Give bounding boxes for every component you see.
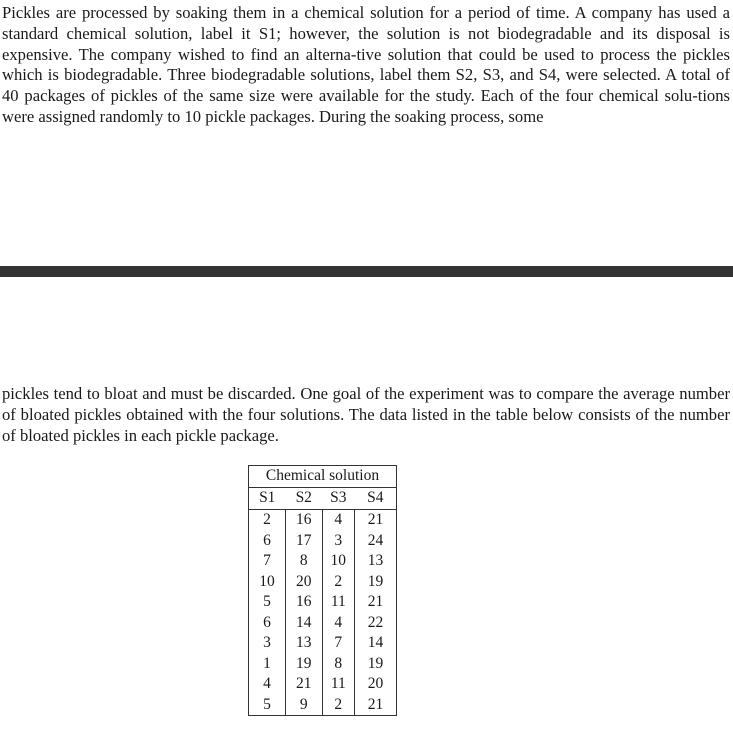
table-row — [249, 674, 397, 695]
table-cell: 2 — [263, 511, 271, 528]
table-row — [249, 592, 397, 613]
bloated-pickles-table — [248, 465, 397, 716]
table-cell: 3 — [263, 634, 271, 651]
table-cell: 19 — [355, 572, 397, 593]
table-cell: 19 — [286, 654, 323, 675]
table-caption: Chemical solution — [249, 466, 397, 488]
table-cell: 2 — [322, 695, 355, 716]
table-cell: 11 — [322, 592, 355, 613]
paragraph-top: Pickles are processed by soaking them in a chemical solution for a period of time. A company has used a standard chemical solution, label it S1; however, the solution is not biodegradable and its disposal is expensive. The company wished to find an alterna-tive solution that could be used to process the pickles which is biodegradable. Three biodegradable solutions, label them S2, S3, and S4, were selected. A total of 40 packages of pickles of the same size were available for the study. Each of the four chemical solu-tions were assigned randomly to 10 pickle packages. During the soaking process, some — [2, 3, 730, 126]
table-cell: 21 — [355, 695, 397, 716]
table-row — [249, 613, 397, 634]
page-divider — [0, 266, 733, 277]
table-cell: 1 — [263, 654, 271, 672]
table-cell: 21 — [355, 510, 397, 531]
table-cell: 11 — [322, 674, 355, 695]
table-cell: 5 — [263, 593, 271, 610]
table-cell: 2 — [322, 572, 355, 593]
column-header-s3: S3 — [322, 488, 355, 510]
table-row — [249, 572, 397, 593]
table-cell: 14 — [286, 613, 323, 634]
table-row — [249, 633, 397, 654]
table-cell: 6 — [263, 531, 271, 549]
table-cell: 22 — [355, 613, 397, 634]
column-header-s1: S1 — [249, 488, 286, 510]
table-header-row — [249, 488, 397, 510]
table-cell: 13 — [286, 633, 323, 654]
table-row — [249, 654, 397, 675]
table-row — [249, 531, 397, 552]
table-cell: 16 — [286, 510, 323, 531]
data-table — [248, 465, 397, 716]
table-cell: 20 — [286, 572, 323, 593]
table-cell: 3 — [322, 531, 355, 552]
table-cell: 8 — [286, 551, 323, 572]
table-cell: 9 — [286, 695, 323, 716]
table-cell: 6 — [263, 613, 271, 631]
table-cell: 13 — [355, 551, 397, 572]
table-cell: 10 — [322, 551, 355, 572]
table-cell: 5 — [263, 695, 271, 713]
table-row — [249, 695, 397, 716]
table-cell: 8 — [322, 654, 355, 675]
column-header-s4: S4 — [355, 488, 397, 510]
column-header-s2: S2 — [286, 488, 323, 510]
table-row — [249, 510, 397, 531]
table-cell: 4 — [263, 675, 271, 692]
table-cell: 16 — [286, 592, 323, 613]
table-cell: 10 — [259, 572, 275, 590]
table-cell: 19 — [355, 654, 397, 675]
table-cell: 24 — [355, 531, 397, 552]
table-cell: 4 — [322, 613, 355, 634]
table-cell: 17 — [286, 531, 323, 552]
table-cell: 21 — [355, 592, 397, 613]
table-cell: 20 — [355, 674, 397, 695]
table-cell: 7 — [263, 552, 271, 569]
table-cell: 14 — [355, 633, 397, 654]
table-cell: 7 — [322, 633, 355, 654]
table-row — [249, 551, 397, 572]
paragraph-bottom: pickles tend to bloat and must be discarded. One goal of the experiment was to compare the average number of bloated pickles obtained with the four solutions. The data listed in the table below consists of the number of bloated pickles in each pickle package. — [2, 384, 730, 445]
table-body — [249, 510, 397, 716]
table-caption-row — [249, 466, 397, 488]
table-cell: 21 — [286, 674, 323, 695]
table-cell: 4 — [322, 510, 355, 531]
